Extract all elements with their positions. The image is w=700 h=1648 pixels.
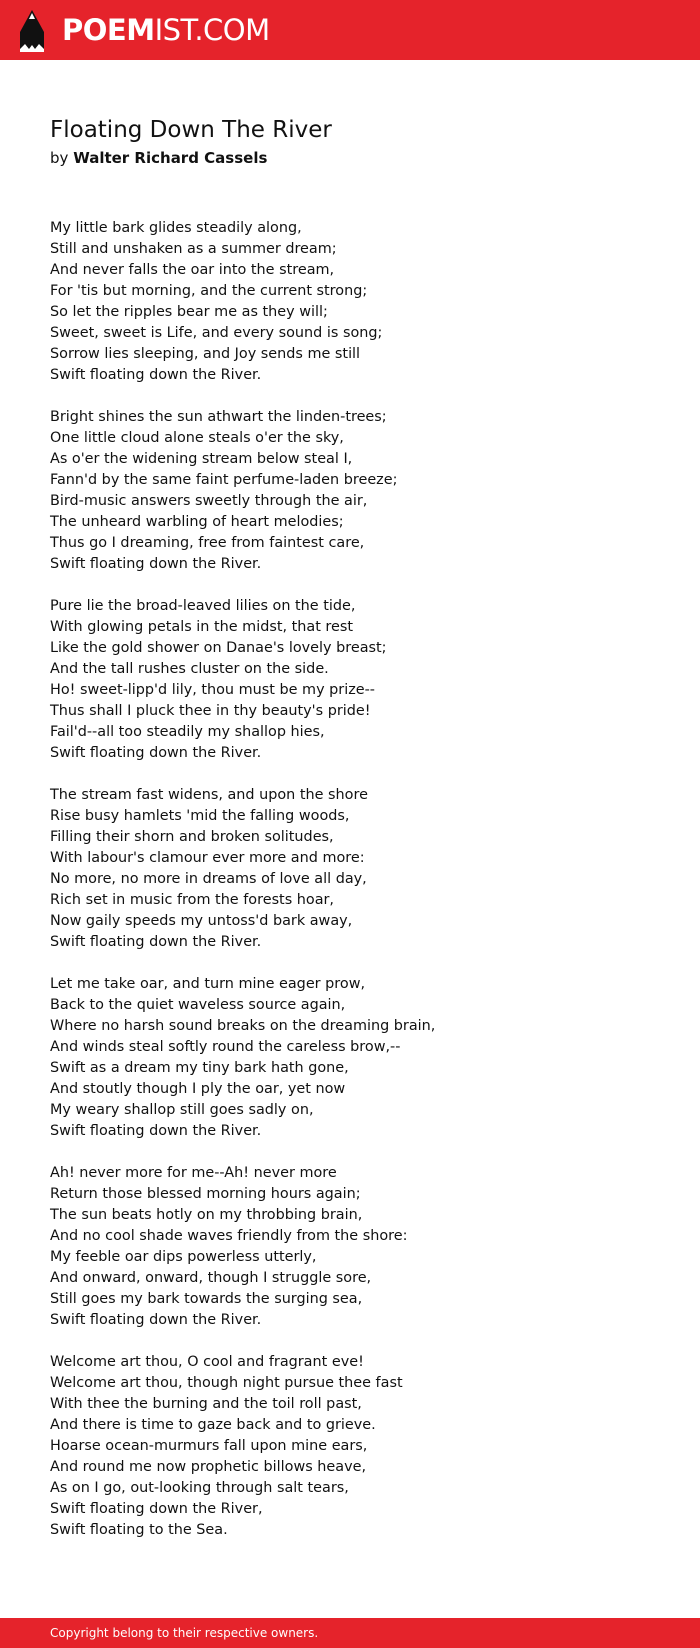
poem-stanza (50, 407, 670, 575)
poem-body (50, 218, 670, 1562)
poem-stanza (50, 785, 670, 953)
poem-line: For 'tis but morning, and the current strong; (50, 283, 368, 299)
author-name: Walter Richard Cassels (73, 149, 268, 167)
poem-line: Swift floating down the River. (50, 934, 262, 950)
poem-line: And round me now prophetic billows heave, (50, 1459, 367, 1475)
poem-line: Like the gold shower on Danae's lovely breast; (50, 640, 387, 656)
poem-line: Filling their shorn and broken solitudes, (50, 829, 334, 845)
poem-line: Rich set in music from the forests hoar, (50, 892, 335, 908)
poem-line: Now gaily speeds my untoss'd bark away, (50, 913, 353, 929)
poem-line: The sun beats hotly on my throbbing brain, (50, 1207, 363, 1223)
poem-line: Sorrow lies sleeping, and Joy sends me still (50, 346, 361, 362)
poem-line: With thee the burning and the toil roll past, (50, 1396, 362, 1412)
pencil-icon[interactable] (18, 10, 46, 52)
poem-line: Fann'd by the same faint perfume-laden breeze; (50, 472, 398, 488)
poem-line: And the tall rushes cluster on the side. (50, 661, 329, 677)
poem-line: Ho! sweet-lipp'd lily, thou must be my prize-- (50, 682, 375, 698)
poem-line: Still and unshaken as a summer dream; (50, 241, 337, 257)
poem-line: Hoarse ocean-murmurs fall upon mine ears, (50, 1438, 368, 1454)
poem-line: The unheard warbling of heart melodies; (50, 514, 344, 530)
site-footer (0, 1618, 700, 1648)
site-header (0, 0, 700, 60)
poem-line: And winds steal softly round the careless brow,-- (50, 1039, 401, 1055)
poem-line: Swift floating down the River, (50, 1501, 263, 1517)
poem-line: Pure lie the broad-leaved lilies on the tide, (50, 598, 356, 614)
poem-line: Swift floating down the River. (50, 1312, 262, 1328)
poem-line: Swift floating down the River. (50, 745, 262, 761)
poem-line: As on I go, out-looking through salt tears, (50, 1480, 349, 1496)
brand-name-light: IST.COM (154, 13, 270, 47)
poem-line: Where no harsh sound breaks on the dreaming brain, (50, 1018, 436, 1034)
poem-line: My little bark glides steadily along, (50, 220, 302, 236)
by-label: by (50, 149, 69, 167)
poem-line: With glowing petals in the midst, that rest (50, 619, 354, 635)
poem-line: Swift floating to the Sea. (50, 1522, 228, 1538)
poem-stanza (50, 596, 670, 764)
poem-line: Thus go I dreaming, free from faintest care, (50, 535, 365, 551)
poem-line: Swift floating down the River. (50, 367, 262, 383)
poem-line: And never falls the oar into the stream, (50, 262, 335, 278)
poem-line: One little cloud alone steals o'er the sky, (50, 430, 344, 446)
poem-line: And no cool shade waves friendly from the shore: (50, 1228, 408, 1244)
poem-stanza (50, 218, 670, 386)
poem-line: Back to the quiet waveless source again, (50, 997, 346, 1013)
poem-line: Thus shall I pluck thee in thy beauty's pride! (50, 703, 371, 719)
poem-title: Floating Down The River (50, 117, 332, 143)
poem-line: Swift floating down the River. (50, 1123, 262, 1139)
site-brand-link[interactable] (62, 12, 270, 48)
poem-line: No more, no more in dreams of love all day, (50, 871, 367, 887)
poem-line: Swift floating down the River. (50, 556, 262, 572)
poem-line: And stoutly though I ply the oar, yet now (50, 1081, 346, 1097)
byline (50, 146, 267, 170)
poem-line: Bird-music answers sweetly through the air, (50, 493, 368, 509)
brand-name-bold: POEM (62, 13, 155, 47)
poem-line: Ah! never more for me--Ah! never more (50, 1165, 337, 1181)
poem-stanza (50, 1163, 670, 1331)
poem-line: And there is time to gaze back and to grieve. (50, 1417, 376, 1433)
poem-line: My feeble oar dips powerless utterly, (50, 1249, 317, 1265)
poem-line: Let me take oar, and turn mine eager prow, (50, 976, 366, 992)
poem-line: Return those blessed morning hours again; (50, 1186, 361, 1202)
poem-line: With labour's clamour ever more and more: (50, 850, 365, 866)
poem-line: Bright shines the sun athwart the linden-trees; (50, 409, 387, 425)
poem-line: Swift as a dream my tiny bark hath gone, (50, 1060, 349, 1076)
poem-stanza (50, 974, 670, 1142)
poem-line: Sweet, sweet is Life, and every sound is song; (50, 325, 383, 341)
poem-stanza (50, 1352, 670, 1541)
poem-line: Welcome art thou, O cool and fragrant eve! (50, 1354, 364, 1370)
poem-line: My weary shallop still goes sadly on, (50, 1102, 314, 1118)
poem-line: As o'er the widening stream below steal I, (50, 451, 353, 467)
copyright-text: Copyright belong to their respective owners. (50, 1626, 319, 1640)
poem-line: And onward, onward, though I struggle sore, (50, 1270, 372, 1286)
poem-line: Still goes my bark towards the surging sea, (50, 1291, 363, 1307)
poem-line: Welcome art thou, though night pursue thee fast (50, 1375, 403, 1391)
poem-line: Rise busy hamlets 'mid the falling woods, (50, 808, 350, 824)
poem-line: So let the ripples bear me as they will; (50, 304, 328, 320)
poem-line: The stream fast widens, and upon the shore (50, 787, 368, 803)
poem-line: Fail'd--all too steadily my shallop hies, (50, 724, 325, 740)
